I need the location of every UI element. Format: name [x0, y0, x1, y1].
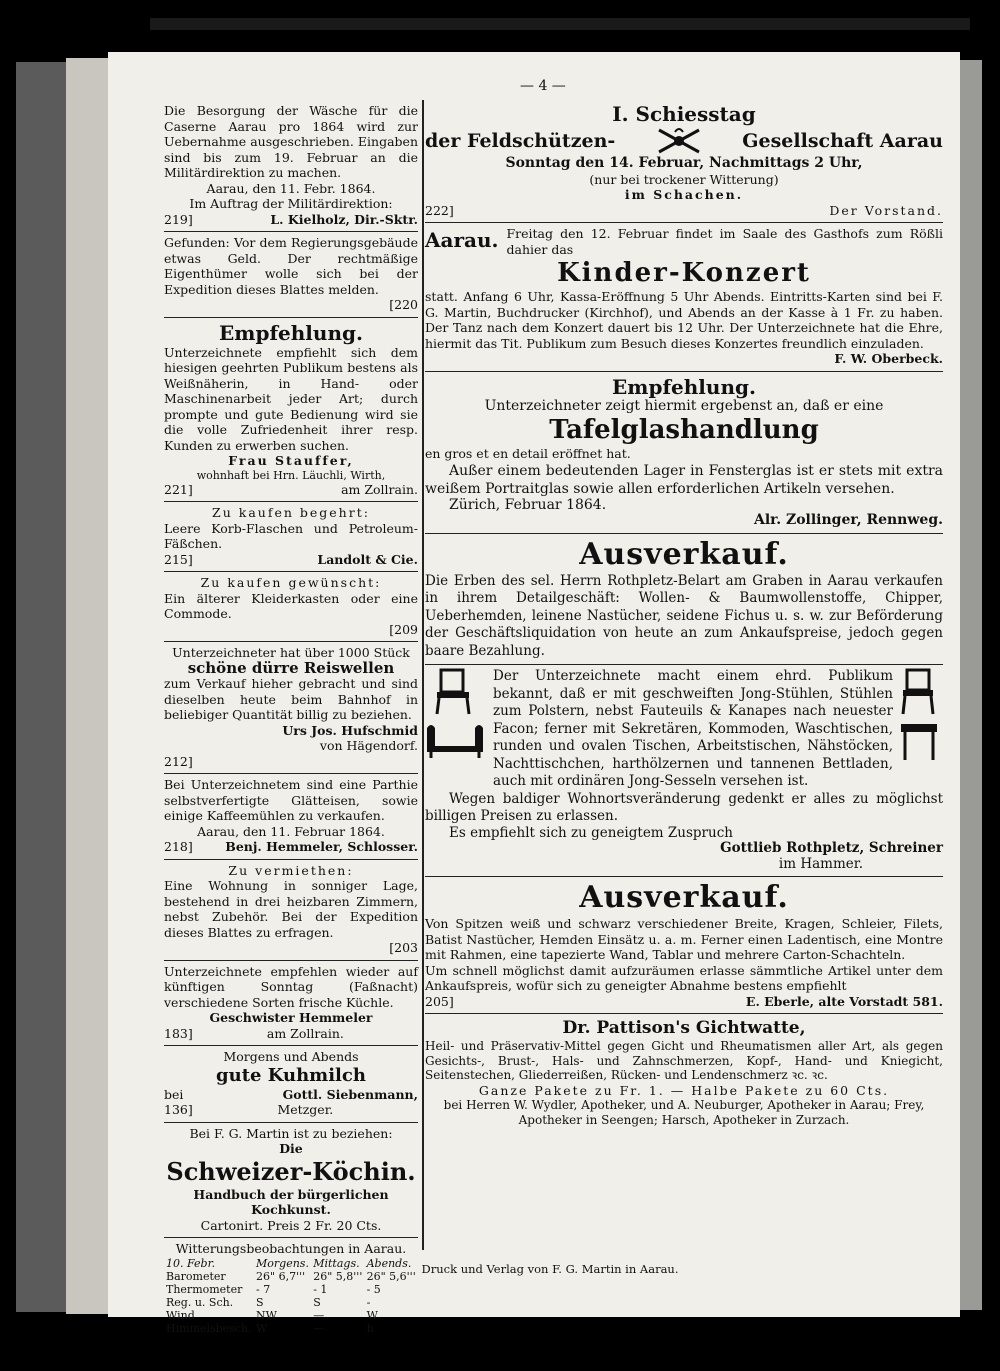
ad-text: Der Unterzeichnete macht einem ehrd. Publikum bekannt, daß er mit geschweiften Jong-Stühlen, Stühlen zum Polstern, nebst Fauteuils & Kanapes nach neuester Facon; ferner mit Sekretären, Kommoden, Waschtischen, runden und ovalen Tischen, Arbeitstischen, Nähstöcken, Nachttischchen, harthölzernen und tannenen Bettladen, auch mit ordinären Jong-Sesseln versehen ist. — [493, 668, 893, 789]
ad-title: Zu kaufen gewünscht: — [200, 575, 382, 590]
page-stack — [66, 58, 108, 1314]
ad-signer: Urs Jos. Hufschmid — [282, 722, 418, 738]
ad-text: Von Spitzen weiß und schwarz verschiedener Breite, Kragen, Schleier, Filets, Batist Nastücher, Hemden Einsätz u. a. m. Ferner einen Ladentisch, eine Montre mit Rahmen, eine tapezierte Wand, Tablar und mehrere Carton-Schachteln. — [425, 916, 943, 962]
ad-text: Freitag den 12. Februar findet im Saale des Gasthofs zum Rößli dahier das — [506, 226, 943, 257]
ad-number: 222] — [425, 202, 454, 218]
ad-text: Unterzeichnete empfiehlt sich dem hiesigen geehrten Publikum bestens als Weißnäherin, in Hand- oder Maschinenarbeit jeder Art; durch prompte und gute Bedienung wird sie die volle Zufriedenheit ihrer resp. Kunden zu erwerben suchen. — [164, 344, 418, 453]
ad-sellers: bei Herren W. Wydler, Apotheker, und A. Neuburger, Apotheker in Aarau; Frey, Apotheker in Seengen; Harsch, Apotheker in Zurzach. — [443, 1098, 925, 1127]
right-column — [425, 80, 943, 1131]
chair-icon — [425, 668, 481, 716]
table-cell: Reg. u. Sch. — [166, 1295, 234, 1309]
ad-text: Die Erben des sel. Herrn Rothpletz-Belart am Graben in Aarau verkaufen in ihrem Detailgeschäft: Wollen- & Baumwollenstoffe, Chipper, Ueberhemden, leinene Nastücher, seidene Fichus u. s. w. zur Beförderung der Geschäftsliquidation von heute an zum Ankaufspreise, jedoch gegen baare Bezahlung. — [425, 572, 943, 659]
ad-text: Im Auftrag der Militärdirektion: — [189, 196, 393, 211]
ad-price: Ganze Pakete zu Fr. 1. — Halbe Pakete zu 60 Cts. — [478, 1082, 890, 1098]
table-row — [164, 1322, 418, 1335]
next-page-edge — [960, 60, 982, 1310]
table-cell: 26" 5,8''' — [313, 1269, 363, 1283]
table-cell: S — [313, 1295, 321, 1309]
table-header: Morgens. — [256, 1256, 309, 1270]
ad-headline: Tafelglashandlung — [549, 415, 819, 445]
ad-number: 212] — [164, 753, 193, 769]
crossed-guns-icon — [655, 126, 703, 156]
ad-signer: E. Eberle, alte Vorstadt 581. — [745, 993, 943, 1009]
table-cell: 26" 6,7''' — [256, 1269, 306, 1283]
ad-title: Dr. Pattison's Gichtwatte, — [562, 1018, 806, 1038]
ad-number: 136] — [164, 1102, 193, 1117]
ad-text: Unterzeichneter hat über 1000 Stück — [172, 645, 410, 660]
ad-signer: Alr. Zollinger, Rennweg. — [753, 512, 943, 528]
ad-address: am Zollrain. — [266, 1025, 344, 1041]
ad-title: Zu kaufen begehrt: — [212, 505, 370, 520]
table-cell: 26" 5,6''' — [366, 1269, 416, 1283]
table-cell: h — [366, 1321, 374, 1335]
ad-signer: Gottl. Siebenmann, — [282, 1086, 418, 1102]
ad-tafelglas — [425, 372, 943, 534]
ad-address: im Hammer. — [778, 855, 863, 872]
table-cell: Thermometer — [166, 1282, 243, 1296]
ad-title: Empfehlung. — [612, 374, 756, 399]
ad-glaetteisen — [164, 774, 418, 860]
ad-place: Aarau. — [425, 228, 499, 252]
ad-koechin — [164, 1123, 418, 1239]
ad-text: Außer einem bedeutenden Lager in Fensterglas ist er stets mit extra weißem Portraitglas sowie allen erforderlichen Artikeln versehen. — [425, 462, 943, 497]
book-spine — [16, 62, 66, 1312]
table-icon — [899, 720, 939, 762]
ad-signer: Frau Stauffer, — [228, 453, 354, 468]
ad-title: I. Schiesstag — [612, 102, 756, 126]
ad-number: 218] — [164, 839, 193, 854]
table-row — [164, 1296, 418, 1309]
ad-number: 183] — [164, 1025, 193, 1041]
ad-place: im Schachen. — [624, 187, 744, 202]
ad-ausverkauf-eberle — [425, 877, 943, 1014]
ad-text: Die — [279, 1141, 303, 1156]
ad-title: Schweizer-Köchin. — [166, 1156, 416, 1186]
imprint-footer: Druck und Verlag von F. G. Martin in Aarau. — [421, 1262, 679, 1276]
table-cell: - 7 — [256, 1282, 271, 1296]
ad-kuechle — [164, 961, 418, 1047]
ad-signer: Benj. Hemmeler, Schlosser. — [225, 839, 418, 854]
ad-date: Sonntag den 14. Februar, Nachmittags 2 Uhr, — [505, 155, 863, 171]
table-cell: S — [256, 1295, 264, 1309]
ad-text: Die Besorgung der Wäsche für die Caserne Aarau pro 1864 wird zur Uebernahme ausgeschrieben. Eingaben sind bis zum 19. Februar an die Militärdirektion zu machen. — [164, 103, 418, 180]
ad-kinderkonzert — [425, 223, 943, 372]
table-cell: — — [313, 1308, 325, 1322]
ad-signer: Der Vorstand. — [829, 202, 943, 218]
table-header: 10. Febr. — [166, 1256, 216, 1270]
ad-number: [203 — [389, 940, 418, 955]
ad-text: Morgens und Abends — [223, 1049, 359, 1064]
ad-signer: L. Kielholz, Dir.-Sktr. — [270, 211, 418, 227]
ad-date: Aarau, den 11. Februar 1864. — [197, 823, 385, 839]
ad-title: gute Kuhmilch — [216, 1064, 366, 1086]
ad-text: Bei Unterzeichnetem sind eine Parthie selbstverfertigte Glätteisen, sowie einige Kaffeemühlen zu verkaufen. — [164, 777, 418, 823]
armchair-icon — [899, 668, 939, 716]
ad-text: Unterzeichnete empfehlen wieder auf künftigen Sonntag (Faßnacht) verschiedene Sorten frische Küchle. — [164, 963, 418, 1010]
ad-address: am Zollrain. — [341, 481, 418, 497]
table-cell: — — [313, 1321, 325, 1335]
table-header: Abends. — [366, 1256, 412, 1270]
weather-title: Witterungsbeobachtungen in Aarau. — [175, 1241, 407, 1256]
ad-kaufen-kasten — [164, 572, 418, 642]
ad-text: Ein älterer Kleiderkasten oder eine Commode. — [164, 590, 418, 621]
sofa-icon — [425, 720, 485, 760]
ad-title: schöne dürre Reiswellen — [187, 658, 395, 677]
ad-ausverkauf-rothpletz — [425, 534, 943, 666]
ad-title-part: Gesellschaft Aarau — [742, 130, 943, 152]
ad-gefunden — [164, 232, 418, 318]
ad-title-part: der Feldschützen- — [425, 130, 616, 152]
ad-kaufen-flaschen — [164, 502, 418, 572]
table-cell: - — [366, 1295, 371, 1309]
table-cell: Barometer — [166, 1269, 226, 1283]
ad-text: statt. Anfang 6 Uhr, Kassa-Eröffnung 5 Uhr Abends. Eintritts-Karten sind bei F. G. Martin, Buchdrucker (Kirchhof), und Abends an der Kasse à 1 Fr. zu haben. Der Tanz nach dem Konzert dauert bis 12 Uhr. Der Unterzeichnete hat die Ehre, hiermit das Tit. Publikum zum Besuch dieses Konzertes freundlich einzuladen. — [425, 289, 943, 351]
ad-number: 219] — [164, 211, 193, 227]
ad-text: en gros et en detail eröffnet hat. — [425, 446, 631, 461]
ad-price: Cartonirt. Preis 2 Fr. 20 Cts. — [200, 1217, 382, 1233]
table-row — [164, 1283, 418, 1296]
ad-text: Eine Wohnung in sonniger Lage, bestehend in drei heizbaren Zimmern, nebst Zubehör. Bei der Expedition dieses Blattes zu erfragen. — [164, 878, 418, 940]
ad-role: Metzger. — [277, 1102, 334, 1117]
ad-kuhmilch — [164, 1046, 418, 1123]
ad-text: Bei F. G. Martin ist zu beziehen: — [189, 1125, 393, 1141]
ad-text: Wegen baldiger Wohnortsveränderung gedenkt er alles zu möglichst billigen Preisen zu erlassen. — [425, 790, 943, 824]
ad-title: Ausverkauf. — [579, 880, 789, 915]
ad-title: Empfehlung. — [219, 320, 363, 345]
ad-title: Zu vermiethen: — [228, 862, 354, 878]
table-cell: W — [256, 1321, 268, 1335]
ad-number: 215] — [164, 551, 193, 567]
table-row — [164, 1309, 418, 1322]
ad-title: Kinder-Konzert — [557, 258, 811, 288]
ad-number: [220 — [389, 297, 418, 312]
ad-number: [209 — [389, 621, 418, 637]
ad-condition: (nur bei trockener Witterung) — [589, 171, 779, 187]
table-cell: - 1 — [313, 1282, 328, 1296]
ad-signer: Gottlieb Rothpletz, Schreiner — [720, 840, 943, 856]
ad-schreiner — [425, 665, 943, 877]
ad-waesche — [164, 100, 418, 232]
table-header: Mittags. — [313, 1256, 360, 1270]
ad-text: zum Verkauf hieher gebracht und sind dieselben heute beim Bahnhof in beliebiger Quantität billig zu beziehen. — [164, 676, 418, 722]
table-cell: W — [366, 1308, 378, 1322]
ad-reiswellen — [164, 642, 418, 774]
ad-vermiethen — [164, 860, 418, 961]
ad-signer: Geschwister Hemmeler — [209, 1010, 373, 1025]
ad-subtitle: Handbuch der bürgerlichen Kochkunst. — [193, 1186, 389, 1217]
ad-text: Heil- und Präservativ-Mittel gegen Gicht und Rheumatismen aller Art, als gegen Gesichts-, Brust-, Hals- und Zahnschmerzen, Kopf-, Hand- und Kniegicht, Seitenstechen, Gliederreißen, Rücken- und Lendenschmerz ꝛc. ꝛc. — [425, 1039, 943, 1082]
weather-observations — [164, 1238, 418, 1339]
ad-text: Gefunden: Vor dem Regierungsgebäude etwas Geld. Der rechtmäßige Eigenthümer wolle sich bei der Expedition dieses Blattes melden. — [164, 235, 418, 297]
ad-text: Unterzeichneter zeigt hiermit ergebenst an, daß er eine — [484, 397, 884, 414]
table-cell: - 5 — [366, 1282, 381, 1296]
page-number: — 4 — — [520, 78, 566, 94]
ad-place: von Hägendorf. — [319, 738, 418, 753]
ad-date: Aarau, den 11. Febr. 1864. — [206, 180, 376, 196]
ad-number: 221] — [164, 481, 193, 497]
table-cell: Wind — [166, 1308, 195, 1322]
table-cell: NW — [256, 1308, 277, 1322]
ad-text: bei — [164, 1086, 184, 1102]
ad-text: Es empfiehlt sich zu geneigtem Zuspruch — [449, 824, 733, 841]
ad-text: Leere Korb-Flaschen und Petroleum-Fäßchen. — [164, 520, 418, 551]
ad-gichtwatte — [425, 1014, 943, 1131]
ad-number: 205] — [425, 993, 454, 1009]
ad-schiesstag — [425, 80, 943, 223]
ad-title: Ausverkauf. — [579, 536, 789, 572]
ad-text: Um schnell möglichst damit aufzuräumen erlasse sämmtliche Artikel unter dem Ankaufspreis, wofür sich zu geneigter Abnahme bestens empfiehlt — [425, 962, 943, 993]
table-cell: Himmelsbesch. — [166, 1321, 252, 1335]
ad-signer: Landolt & Cie. — [317, 551, 418, 567]
left-column — [164, 100, 418, 1339]
ad-date: Zürich, Februar 1864. — [449, 496, 607, 513]
ad-empfehlung — [164, 318, 418, 503]
ad-signer: F. W. Oberbeck. — [834, 351, 943, 366]
column-divider — [422, 100, 424, 1250]
ad-address: wohnhaft bei Hrn. Läuchli, Wirth, — [196, 468, 386, 482]
scan-edge — [150, 18, 970, 30]
